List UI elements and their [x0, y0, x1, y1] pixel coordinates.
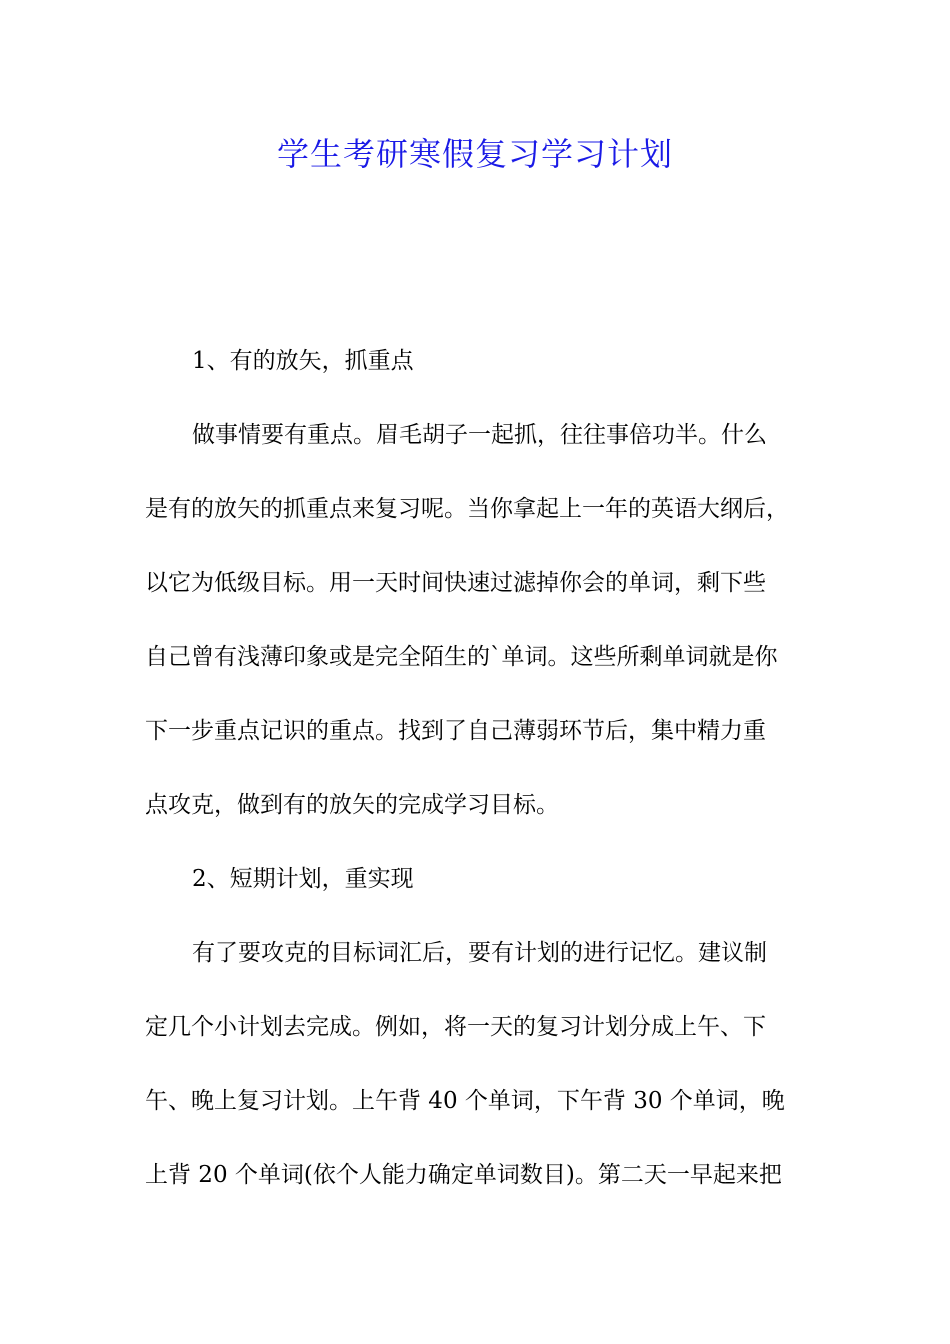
paragraph-line: 以它为低级目标。用一天时间快速过滤掉你会的单词，剩下些 — [145, 570, 766, 596]
paragraph-line: 做事情要有重点。眉毛胡子一起抓，往往事倍功半。什么 — [192, 422, 767, 448]
paragraph-line: 有了要攻克的目标词汇后，要有计划的进行记忆。建议制 — [192, 940, 767, 966]
paragraph-line: 午、晚上复习计划。上午背 40 个单词，下午背 30 个单词，晚 — [145, 1088, 785, 1114]
section-paragraph-2 — [145, 916, 810, 1212]
section-heading-text: 2、短期计划，重实现 — [192, 866, 414, 892]
paragraph-line: 点攻克，做到有的放矢的完成学习目标。 — [145, 792, 559, 818]
paragraph-line: 下一步重点记识的重点。找到了自己薄弱环节后，集中精力重 — [145, 718, 766, 744]
section-heading-1 — [145, 324, 810, 398]
document-title: 学生考研寒假复习学习计划 — [276, 135, 673, 173]
section-heading-2 — [145, 842, 810, 916]
section-paragraph-1 — [145, 398, 810, 842]
paragraph-line: 定几个小计划去完成。例如，将一天的复习计划分成上午、下 — [145, 1014, 766, 1040]
section-heading-text: 1、有的放矢，抓重点 — [192, 348, 414, 374]
paragraph-line: 是有的放矢的抓重点来复习呢。当你拿起上一年的英语大纲后， — [145, 496, 789, 522]
paragraph-line: 上背 20 个单词(依个人能力确定单词数目)。第二天一早起来把 — [145, 1162, 782, 1188]
paragraph-line: 自己曾有浅薄印象或是完全陌生的`单词。这些所剩单词就是你 — [145, 644, 778, 670]
